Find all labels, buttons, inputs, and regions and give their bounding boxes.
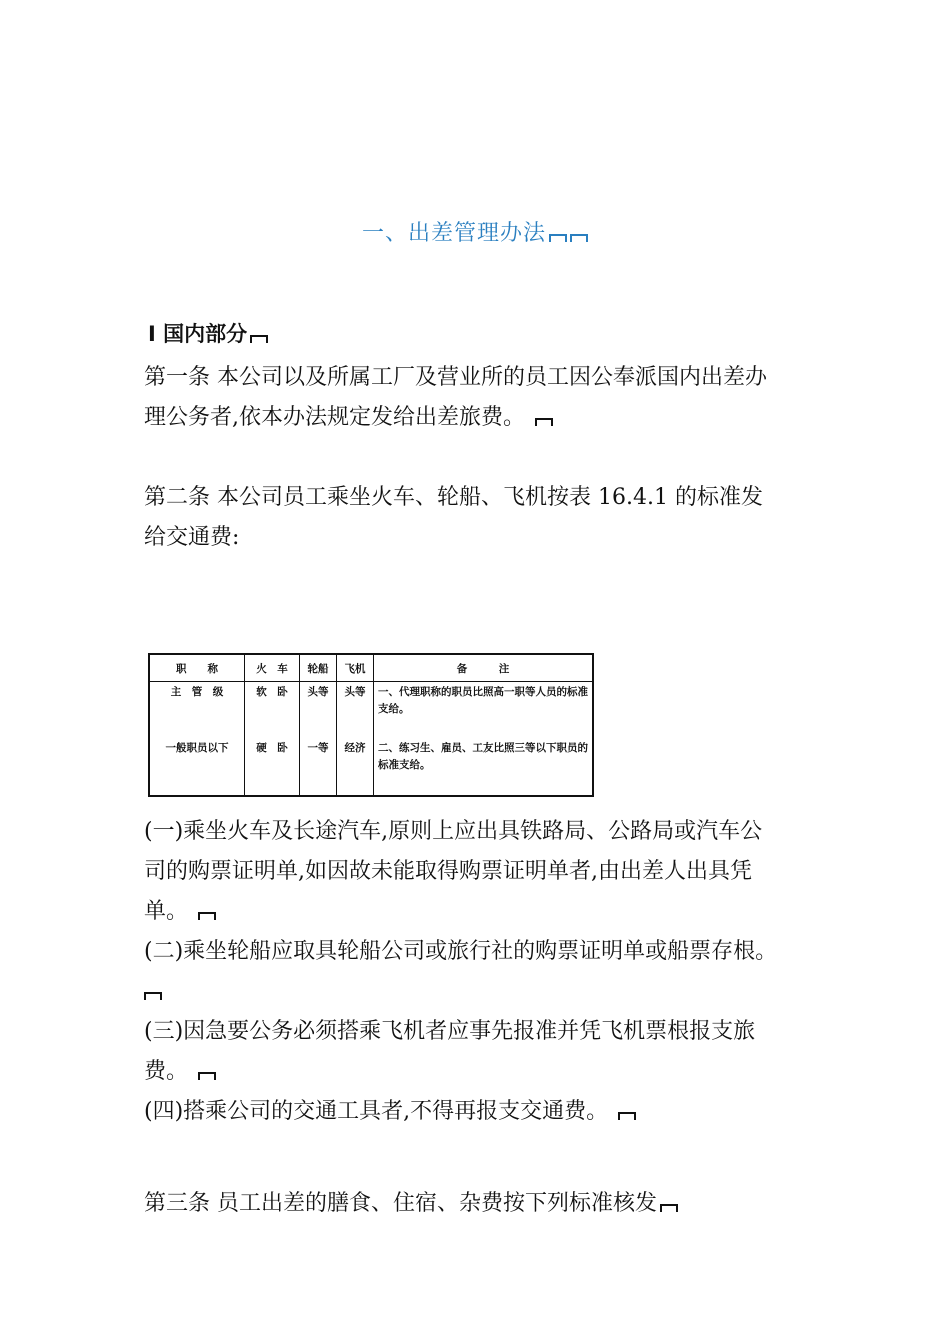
table-cell: 硬 卧	[245, 738, 300, 796]
text-line: (二)乘坐轮船应取具轮船公司或旅行社的购票证明单或船票存根。	[144, 939, 778, 964]
table-header: 飞机	[337, 654, 374, 682]
paragraph-mark	[535, 418, 553, 426]
paragraph-mark	[250, 335, 268, 343]
text-line: 单。	[144, 892, 824, 932]
table-row	[149, 738, 593, 796]
table-cell: 二、练习生、雇员、工友比照三等以下职员的标准支给。	[374, 738, 594, 796]
paragraph-mark	[660, 1204, 678, 1212]
text-line: (三)因急要公务必须搭乘飞机者应事先报准并凭飞机票根报支旅	[144, 1019, 756, 1044]
table-cell: 头等	[337, 682, 374, 739]
table-header: 火 车	[245, 654, 300, 682]
text-line: 给交通费:	[144, 525, 240, 550]
text-line	[144, 972, 824, 1012]
text-line: 司的购票证明单,如因故未能取得购票证明单者,由出差人出具凭	[144, 859, 752, 884]
text-line: 第二条 本公司员工乘坐火车、轮船、飞机按表 16.4.1 的标准发	[144, 485, 763, 510]
text-line: 费。	[144, 1052, 824, 1092]
paragraph-mark	[570, 234, 588, 242]
section-heading: Ⅰ 国内部分	[148, 318, 268, 348]
article-3	[144, 1184, 824, 1224]
paragraph-mark	[198, 1072, 216, 1080]
paragraph-mark	[618, 1112, 636, 1120]
table-header: 职 称	[149, 654, 245, 682]
page-title: 一、出差管理办法	[0, 216, 950, 247]
transport-standard-table	[148, 653, 594, 797]
paragraph-mark	[198, 912, 216, 920]
paragraph-mark	[549, 234, 567, 242]
table-cell: 头等	[300, 682, 337, 739]
text-line: 第一条 本公司以及所属工厂及营业所的员工因公奉派国内出差办	[144, 365, 767, 390]
table-cell: 主 管 级	[149, 682, 245, 739]
table-cell: 一、代理职称的职员比照高一职等人员的标准支给。	[374, 682, 594, 739]
table-cell: 一般职员以下	[149, 738, 245, 796]
text-line: 理公务者,依本办法规定发给出差旅费。	[144, 398, 824, 438]
item-list	[144, 812, 824, 1132]
article-2	[144, 478, 824, 558]
text-line: 第三条 员工出差的膳食、住宿、杂费按下列标准核发	[144, 1184, 824, 1224]
table-cell: 经济	[337, 738, 374, 796]
text-line: (一)乘坐火车及长途汽车,原则上应出具铁路局、公路局或汽车公	[144, 819, 763, 844]
table-header: 备 注	[374, 654, 594, 682]
article-1	[144, 358, 824, 438]
paragraph-mark	[144, 992, 162, 1000]
table-header-row	[149, 654, 593, 682]
text-line: (四)搭乘公司的交通工具者,不得再报支交通费。	[144, 1092, 824, 1132]
table-header: 轮船	[300, 654, 337, 682]
table-row	[149, 682, 593, 739]
table-cell: 软 卧	[245, 682, 300, 739]
table-cell: 一等	[300, 738, 337, 796]
